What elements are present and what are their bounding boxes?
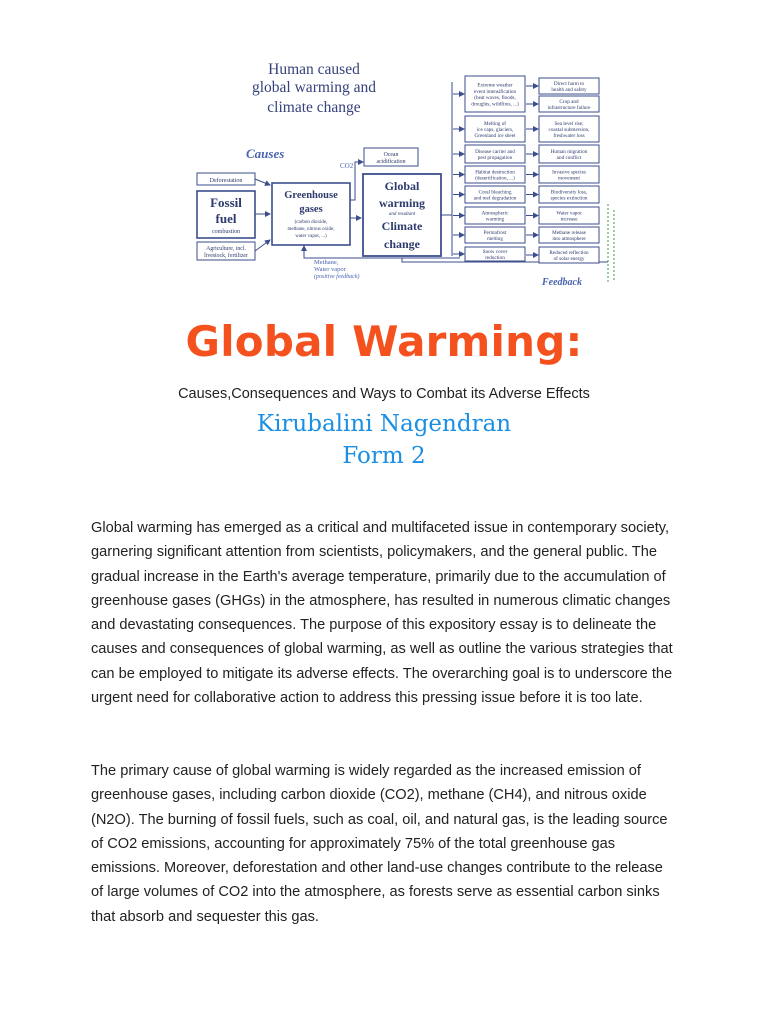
ghg-line1: Greenhouse — [284, 190, 338, 201]
diagram-heading-line1: Human caused — [268, 61, 360, 78]
effect-a-text-6-2: warming — [485, 216, 505, 223]
effect-a-text-7-1: Permafrost — [483, 229, 507, 236]
combustion-text: combustion — [212, 229, 240, 235]
ghg-detail-line1: (carbon dioxide, — [294, 220, 328, 225]
methane-line2: Water vapor — [314, 266, 346, 273]
agriculture-line1: Agriculture, incl. — [206, 246, 246, 252]
author-name: Kirubalini Nagendran — [256, 411, 512, 437]
ghg-line2: gases — [299, 204, 323, 215]
gw-line2: warming — [379, 196, 425, 210]
co2-label: CO2 — [340, 162, 354, 170]
effect-b-text-1-2: health and safety — [551, 87, 587, 94]
effect-a-text-4-2: (desertification, ...) — [475, 175, 515, 182]
effects-column-2-boxes — [526, 78, 599, 263]
gw-line1: Global — [384, 179, 420, 193]
effect-a-text-2-1: Melting of — [483, 120, 507, 127]
causes-label: Causes — [246, 146, 285, 161]
effect-a-text-1-4: droughts, wildfires, ...) — [471, 101, 519, 108]
effect-b-text-8-2: into atmosphere — [552, 236, 586, 243]
effect-b-text-7-1: Water vapor — [556, 210, 582, 217]
effect-a-text-2-2: ice caps, glaciers, — [476, 127, 514, 133]
effect-a-text-1-1: Extreme weather — [477, 82, 513, 89]
effect-a-text-4-1: Habitat destruction — [475, 169, 515, 176]
effect-b-text-4-2: and conflict — [556, 155, 582, 162]
effect-b-text-3-2: coastal submersion, — [548, 127, 590, 133]
body-paragraph-1: Global warming has emerged as a critical and multifaceted issue in contemporary society, garnering significant attention from scientists, policymakers, and the general public. The gradual increase in the Earth's average temperature, primarily due to the accumulation of greenhouse gases (GHGs) in the atmosphere, has resulted in numerous climatic changes and devastating consequences. The purpose of this expository essay is to delineate the causes and consequences of global warming, as well as outline the various strategies that can be employed to mitigate its adverse effects. The overarching goal is to underscore the urgent need for collaborative action to address this pressing issue before it is too late. — [91, 520, 673, 707]
fossil-fuel-line1: Fossil — [210, 195, 242, 210]
arrow-agriculture — [255, 240, 270, 251]
effect-a-text-8-1: Snow cover — [482, 248, 508, 255]
climate-change-diagram — [190, 61, 620, 288]
fossil-fuel-line2: fuel — [215, 211, 237, 226]
deforestation-text: Deforestation — [209, 178, 243, 184]
effect-b-text-6-1: Biodiversity loss, — [550, 189, 588, 196]
effect-a-text-5-2: and reef degradation — [473, 195, 517, 202]
diagram-heading-line2: global warming and — [252, 79, 376, 96]
effect-b-text-9-1: Reduced reflection — [549, 249, 589, 256]
effect-b-text-1-1: Direct harm to — [553, 80, 585, 87]
effect-a-text-3-2: pest propagation — [477, 155, 513, 162]
ghg-detail-line3: water vapor, ...) — [295, 234, 327, 239]
methane-line3: (positive feedback) — [314, 274, 360, 280]
effects-column-2 — [526, 78, 599, 263]
effect-a-text-7-2: melting — [487, 236, 503, 243]
effect-a-text-8-2: reduction — [485, 255, 505, 262]
agriculture-line2: livestock, fertilizer — [204, 253, 248, 259]
body-paragraph-2: The primary cause of global warming is widely regarded as the increased emission of greenhouse gases, including carbon dioxide (CO2), methane (CH4), and nitrous oxide (N2O). The burning of fossil fuels, such as coal, oil, and natural gas, is the leading source of CO2 emissions, accounting for approximately 75% of the total greenhouse gas emissions. Moreover, deforestation and other land-use changes contribute to the release of large volumes of CO2 into the atmosphere, as forests serve as essential carbon sinks that absorb and sequester this gas. — [91, 763, 668, 925]
effect-a-text-2-3: Greenland ice sheet — [474, 133, 516, 140]
effect-a-text-6-1: Atmospheric — [481, 210, 509, 217]
effect-b-text-2-2: infrastructure failure — [547, 105, 591, 112]
diagram-svg — [190, 61, 620, 288]
effect-a-text-3-1: Disease carrier and — [475, 148, 515, 155]
effect-b-text-8-1: Methane release — [552, 229, 586, 236]
diagram-heading-line3: climate change — [267, 99, 361, 116]
ocean-line1: Ocean — [383, 152, 399, 158]
effect-b-text-2-1: Crop and — [559, 98, 579, 105]
gw-line4: change — [384, 237, 420, 251]
effect-a-text-5-1: Coral bleaching — [478, 189, 512, 196]
effects-column-1-boxes — [453, 76, 525, 261]
gw-line3: Climate — [381, 219, 423, 233]
effect-b-text-5-2: movement — [558, 175, 580, 182]
author-form: Form 2 — [342, 443, 426, 469]
effect-b-text-6-2: species extinction — [550, 195, 588, 202]
page-subtitle: Causes,Consequences and Ways to Combat its Adverse Effects — [178, 386, 590, 402]
methane-line1: Methane, — [314, 259, 339, 266]
effect-b-text-7-2: increase — [560, 216, 578, 223]
effect-a-text-1-3: (heat waves, floods, — [474, 95, 516, 102]
arrow-deforestation — [255, 179, 270, 185]
gw-and: and resultant — [388, 212, 416, 217]
effect-b-text-5-1: Invasive species — [552, 169, 586, 176]
effect-a-text-1-2: event intensification — [473, 88, 517, 95]
effects-column-1 — [441, 76, 525, 261]
ghg-detail-line2: methane, nitrous oxide, — [287, 227, 335, 232]
feedback-label: Feedback — [542, 277, 582, 288]
effect-b-text-9-2: of solar energy — [553, 256, 585, 263]
page-title: Global Warming: — [185, 317, 583, 366]
effect-b-text-3-1: Sea level rise; — [554, 120, 584, 127]
effect-b-text-3-3: freshwater loss — [553, 133, 585, 140]
effect-b-text-4-1: Human migration — [550, 148, 588, 155]
ocean-line2: acidification — [376, 159, 406, 165]
